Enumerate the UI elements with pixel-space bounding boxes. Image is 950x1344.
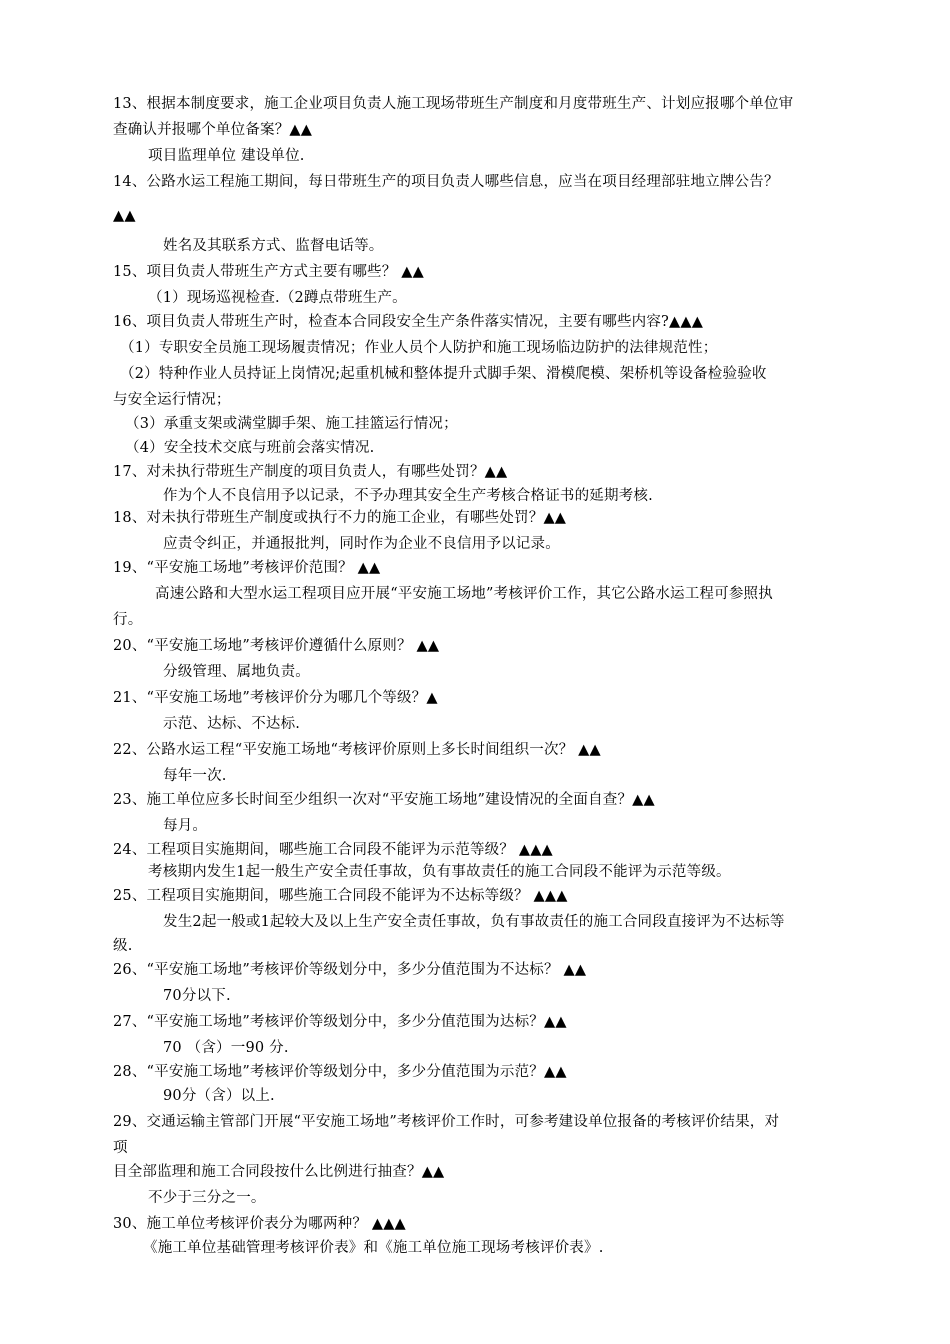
q15-question: 15、项目负责人带班生产方式主要有哪些？ ▲▲ — [113, 264, 424, 280]
q16-answer-3: （3）承重支架或满堂脚手架、施工挂篮运行情况； — [125, 416, 458, 432]
q26-answer: 70分以下. — [163, 988, 231, 1004]
q19-answer: 高速公路和大型水运工程项目应开展“平安施工场地”考核评价工作，其它公路水运工程可参照执 — [155, 586, 773, 602]
q14-answer: 姓名及其联系方式、监督电话等。 — [163, 238, 384, 254]
q14-line-2: ▲▲ — [113, 208, 136, 224]
q26-question: 26、“平安施工场地”考核评价等级划分中，多少分值范围为不达标？ ▲▲ — [113, 962, 587, 978]
q17-answer: 作为个人不良信用予以记录，不予办理其安全生产考核合格证书的延期考核. — [163, 488, 653, 504]
q28-answer: 90分（含）以上. — [163, 1088, 275, 1104]
q16-answer-4: （4）安全技术交底与班前会落实情况. — [125, 440, 375, 456]
q13-line-1: 13、根据本制度要求，施工企业项目负责人施工现场带班生产制度和月度带班生产、计划应报哪个单位审 — [113, 96, 794, 112]
q27-question: 27、“平安施工场地”考核评价等级划分中，多少分值范围为达标？▲▲ — [113, 1014, 567, 1030]
q30-answer: 《施工单位基础管理考核评价表》和《施工单位施工现场考核评价表》. — [143, 1240, 604, 1256]
q16-answer-2-cont: 与安全运行情况； — [113, 392, 231, 408]
q27-answer: 70 （含）一90 分. — [163, 1040, 289, 1056]
q13-answer: 项目监理单位 建设单位. — [148, 148, 305, 164]
q14-line-1: 14、公路水运工程施工期间，每日带班生产的项目负责人哪些信息，应当在项目经理部驻地立牌公告？ — [113, 174, 779, 190]
q18-answer: 应责令纠正，并通报批判，同时作为企业不良信用予以记录。 — [163, 536, 560, 552]
q22-answer: 每年一次. — [163, 768, 227, 784]
q16-question: 16、项目负责人带班生产时，检查本合同段安全生产条件落实情况，主要有哪些内容?▲▲▲ — [113, 314, 704, 330]
q25-question: 25、工程项目实施期间，哪些施工合同段不能评为不达标等级？ ▲▲▲ — [113, 888, 568, 904]
q17-question: 17、对未执行带班生产制度的项目负责人，有哪些处罚？▲▲ — [113, 464, 508, 480]
q16-answer-1: （1）专职安全员施工现场履责情况；作业人员个人防护和施工现场临边防护的法律规范性； — [120, 340, 718, 356]
q13-line-2: 查确认并报哪个单位备案？▲▲ — [113, 122, 313, 138]
q29-line-3: 目全部监理和施工合同段按什么比例进行抽查？▲▲ — [113, 1164, 445, 1180]
q25-answer-cont: 级. — [113, 938, 133, 954]
q22-question: 22、公路水运工程“平安施工场地“考核评价原则上多长时间组织一次？ ▲▲ — [113, 742, 601, 758]
q23-question: 23、施工单位应多长时间至少组织一次对“平安施工场地”建设情况的全面自查？▲▲ — [113, 792, 655, 808]
q21-question: 21、“平安施工场地”考核评价分为哪几个等级？▲ — [113, 690, 438, 706]
q19-answer-cont: 行。 — [113, 612, 143, 628]
q29-line-2: 项 — [113, 1140, 128, 1156]
q20-answer: 分级管理、属地负责。 — [163, 664, 310, 680]
q19-question: 19、“平安施工场地”考核评价范围？ ▲▲ — [113, 560, 381, 576]
q23-answer: 每月。 — [163, 818, 208, 834]
q29-line-1: 29、交通运输主管部门开展“平安施工场地”考核评价工作时，可参考建设单位报备的考核评价结果，对 — [113, 1114, 780, 1130]
q30-question: 30、施工单位考核评价表分为哪两种？ ▲▲▲ — [113, 1216, 406, 1232]
q25-answer: 发生2起一般或1起较大及以上生产安全责任事故，负有事故责任的施工合同段直接评为不达标等 — [163, 914, 785, 930]
q24-question: 24、工程项目实施期间，哪些施工合同段不能评为示范等级？ ▲▲▲ — [113, 842, 553, 858]
q16-answer-2: （2）特种作业人员持证上岗情况;起重机械和整体提升式脚手架、滑模爬模、架桥机等设备检验验收 — [120, 366, 767, 382]
q21-answer: 示范、达标、不达标. — [163, 716, 301, 732]
q29-answer: 不少于三分之一。 — [148, 1190, 266, 1206]
q15-answer: （1）现场巡视检查.（2蹲点带班生产。 — [148, 290, 407, 306]
q24-answer: 考核期内发生1起一般生产安全责任事故，负有事故责任的施工合同段不能评为示范等级。 — [148, 864, 731, 880]
q20-question: 20、“平安施工场地”考核评价遵循什么原则？ ▲▲ — [113, 638, 440, 654]
q28-question: 28、“平安施工场地”考核评价等级划分中，多少分值范围为示范？▲▲ — [113, 1064, 567, 1080]
q18-question: 18、对未执行带班生产制度或执行不力的施工企业，有哪些处罚？▲▲ — [113, 510, 567, 526]
